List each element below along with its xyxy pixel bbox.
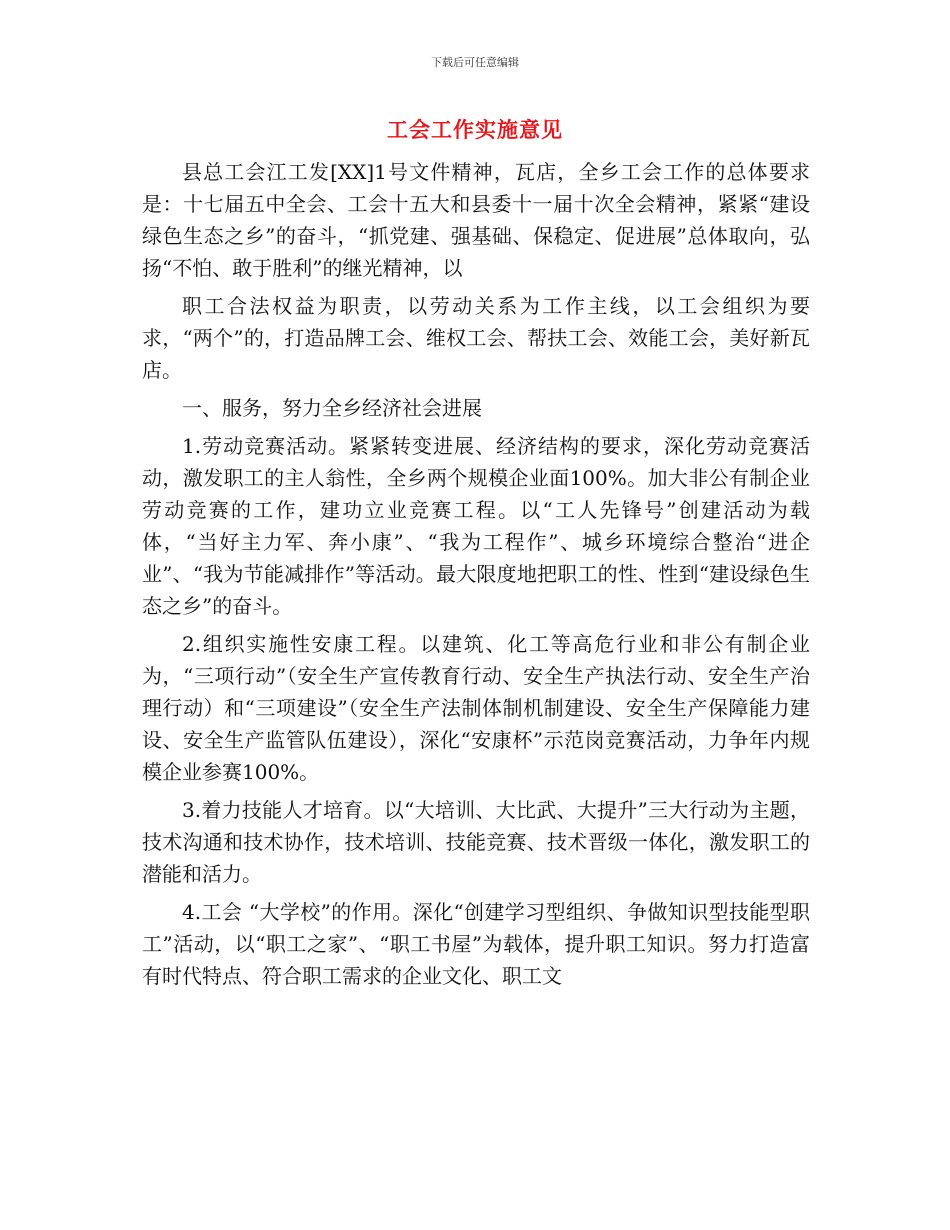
header-note: 下载后可任意编辑 <box>431 56 519 69</box>
document-title: 工会工作实施意见 <box>387 117 563 142</box>
paragraph: 3.着力技能人才培育。以“大培训、大比武、大提升”三大行动为主题，技术沟通和技术协作，技术培训、技能竞赛、技术晋级一体化，激发职工的潜能和活力。 <box>142 798 810 886</box>
paragraph: 职工合法权益为职责，以劳动关系为工作主线，以工会组织为要求，“两个”的，打造品牌工会、维权工会、帮扶工会、效能工会，美好新瓦店。 <box>142 294 810 382</box>
paragraph: 2.组织实施性安康工程。以建筑、化工等高危行业和非公有制企业为，“三项行动”（安全生产宣传教育行动、安全生产执法行动、安全生产治理行动）和“三项建设”（安全生产法制体制机制建设、安全生产保障能力建设、安全生产监管队伍建设），深化“安康杯”示范岗竞赛活动，力争年内规模企业参赛100%。 <box>142 632 810 784</box>
paragraph: 4.工会 “大学校”的作用。深化“创建学习型组织、争做知识型技能型职工”活动，以“职工之家”、“职工书屋”为载体，提升职工知识。努力打造富有时代特点、符合职工需求的企业文化、职工文 <box>142 900 810 988</box>
section-heading: 一、服务，努力全乡经济社会进展 <box>182 396 482 420</box>
paragraph: 1.劳动竞赛活动。紧紧转变进展、经济结构的要求，深化劳动竞赛活动，激发职工的主人翁性，全乡两个规模企业面100%。加大非公有制企业劳动竞赛的工作，建功立业竞赛工程。以“工人先锋号”创建活动为载体，“当好主力军、奔小康”、“我为工程作”、城乡环境综合整治“进企业”、“我为节能减排作”等活动。最大限度地把职工的性、性到“建设绿色生态之乡”的奋斗。 <box>142 434 810 618</box>
paragraph: 县总工会江工发[XX]1号文件精神，瓦店，全乡工会工作的总体要求是：十七届五中全会、工会十五大和县委十一届十次全会精神，紧紧“建设绿色生态之乡”的奋斗，“抓党建、强基础、保稳定、促进展”总体取向，弘扬“不怕、敢于胜利”的继光精神，以 <box>142 160 810 280</box>
document-body <box>142 156 810 998</box>
